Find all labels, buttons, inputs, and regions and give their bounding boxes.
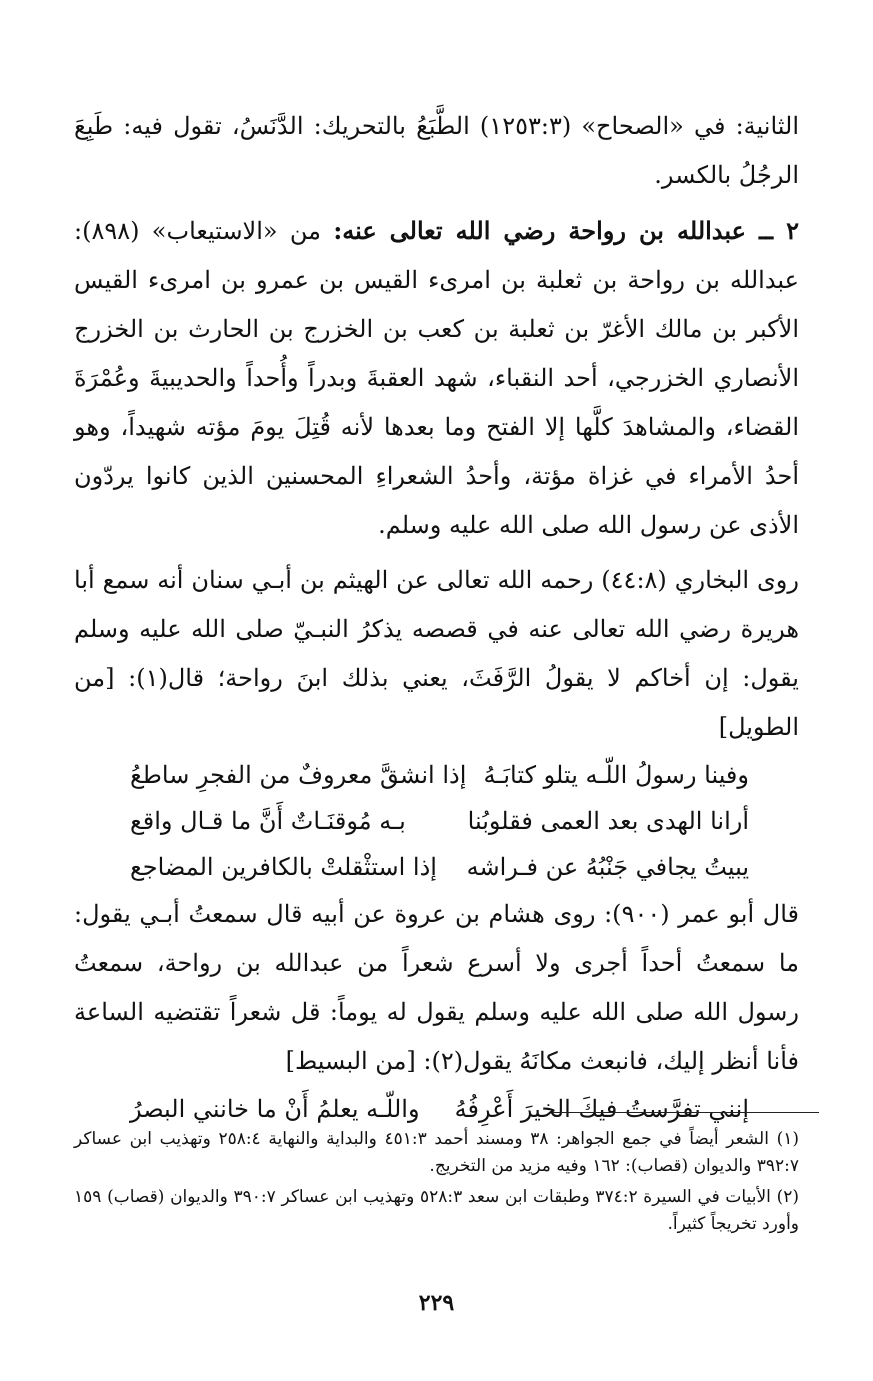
page-number: ٢٢٩ [418, 1290, 455, 1316]
verse-first-hemistich: إنني تفرَّستُ فيكَ الخيرَ أَعْرِفُهُ [454, 1095, 749, 1123]
verse-second-hemistich: واللّـه يعلمُ أَنْ ما خانني البصرُ [130, 1095, 420, 1123]
verse-first-hemistich: يبيتُ يجافي جَنْبُهُ عن فـراشه [466, 853, 749, 881]
footnotes [74, 1126, 799, 1242]
paragraph-biography [74, 206, 799, 550]
verse-first-hemistich: وفينا رسولُ اللّـه يتلو كتابَـهُ [483, 761, 749, 789]
verse-line [74, 844, 799, 890]
verse-second-hemistich: إذا استثْقلتْ بالكافرين المضاجع [130, 853, 437, 881]
section-heading: ٢ ــ عبدالله بن رواحة رضي الله تعالى عنه: [333, 216, 799, 245]
footnote-1: (١) الشعر أيضاً في جمع الجواهر: ٣٨ ومسند أحمد ٤٥١:٣ والبداية والنهاية ٢٥٨:٤ وتهذيب ابن عساكر ٣٩٢:٧ والديوان (قصاب): ١٦٢ وفيه مزيد من التخريج. [74, 1129, 799, 1176]
verse-first-hemistich: أرانا الهدى بعد العمى فقلوبُنا [467, 807, 749, 835]
footnote-divider [553, 1112, 819, 1113]
verse-second-hemistich: بـه مُوقنَـاتٌ أَنَّ ما قـال واقع [130, 807, 406, 835]
paragraph-abu-umar: قال أبو عمر (٩٠٠): روى هشام بن عروة عن أبيه قال سمعتُ أبـي يقول: ما سمعتُ أحداً أجرى ولا أسرع شعراً من عبدالله بن رواحة، سمعتُ رسول الله صلى الله عليه وسلم يقول له يوماً: قل شعراً تقتضيه الساعة فأنا أنظر إليك، فانبعث مكانَهُ يقول(٢): [من البسيط] [74, 900, 800, 1075]
main-text [74, 102, 799, 1132]
paragraph-bukhari: روى البخاري (٤٤:٨) رحمه الله تعالى عن الهيثم بن أبـي سنان أنه سمع أبا هريرة رضي الله تعالى عنه في قصصه يذكرُ النبـيّ صلى الله عليه وسلم يقول: إن أخاكم لا يقولُ الرَّفَثَ، يعني بذلك ابنَ رواحة؛ قال(١): [من الطويل] [74, 566, 799, 741]
biography-text: من «الاستيعاب» (٨٩٨): عبدالله بن رواحة بن ثعلبة بن امرىء القيس بن عمرو بن امرىء القيس الأكبر بن مالك الأغرّ بن ثعلبة بن كعب بن الخزرج بن الحارث بن الخزرج الأنصاري الخزرجي، أحد النقباء، شهد العقبةَ وبدراً وأُحداً والحديبيةَ وعُمْرَةَ القضاء، والمشاهدَ كلَّها إلا الفتح وما بعدها لأنه قُتِلَ يومَ مؤته شهيداً، وهو أحدُ الأمراء في غزاة مؤتة، وأحدُ الشعراءِ المحسنين الذين كانوا يردّون الأذى عن رسول الله صلى الله عليه وسلم. [74, 217, 800, 539]
verse-line [74, 798, 799, 844]
verse-line [74, 752, 799, 798]
paragraph-definition: الثانية: في «الصحاح» (١٢٥٣:٣) الطَّبَعُ بالتحريك: الدَّنَسُ، تقول فيه: طَبِعَ الرجُلُ بالكسر. [74, 112, 800, 189]
footnote-2: (٢) الأبيات في السيرة ٣٧٤:٢ وطبقات ابن سعد ٥٢٨:٣ وتهذيب ابن عساكر ٣٩٠:٧ والديوان (قصاب) ١٥٩ وأورد تخريجاً كثيراً. [74, 1187, 799, 1234]
verse-second-hemistich: إذا انشقَّ معروفٌ من الفجرِ ساطعُ [130, 761, 467, 789]
